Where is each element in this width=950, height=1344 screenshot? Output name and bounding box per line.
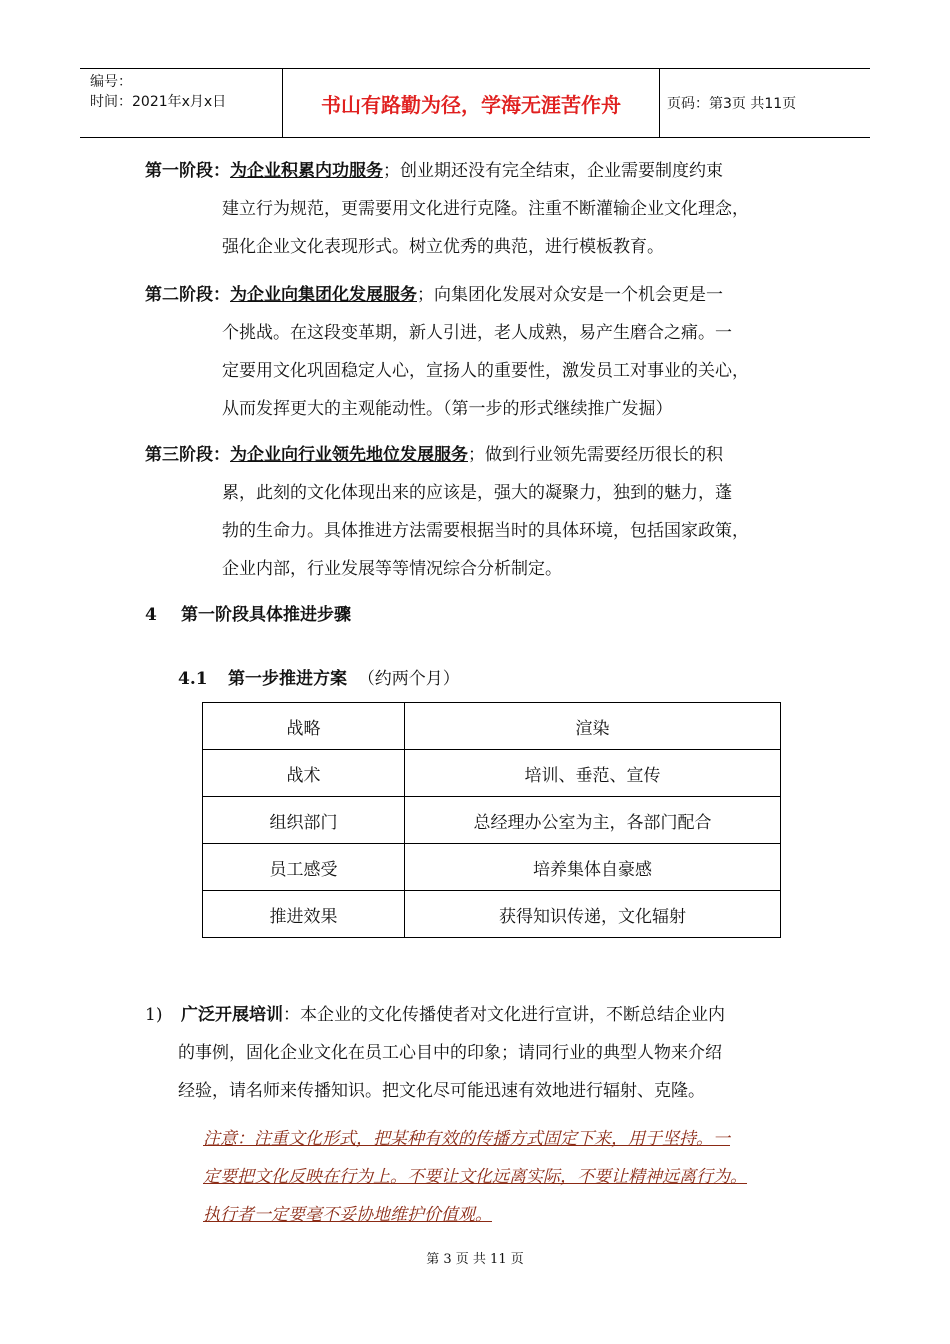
section-4-title: 第一阶段具体推进步骤	[181, 605, 351, 625]
item-1-title: 广泛开展培训	[181, 1005, 283, 1025]
table-cell: 推进效果	[203, 891, 405, 938]
table-cell: 员工感受	[203, 844, 405, 891]
table-row	[203, 797, 781, 844]
item-1-line-2: 的事例，固化企业文化在员工心目中的印象；请同行业的典型人物来介绍	[178, 1043, 722, 1063]
stage-1-title: 为企业积累内功服务	[230, 161, 383, 181]
item-1-line-3: 经验，请名师来传播知识。把文化尽可能迅速有效地进行辐射、克隆。	[178, 1081, 705, 1101]
item-1-paragraph	[145, 996, 825, 1110]
header-motto: 书山有路勤为径，学海无涯苦作舟	[282, 69, 660, 137]
section-4-1-heading	[178, 664, 460, 689]
stage-3-line-3: 勃的生命力。具体推进方法需要根据当时的具体环境，包括国家政策，	[222, 521, 749, 541]
header-page-info: 页码：第3页 共11页	[667, 96, 797, 112]
table-cell: 培养集体自豪感	[405, 844, 781, 891]
stage-2-paragraph	[145, 276, 815, 428]
stage-1-paragraph	[145, 152, 815, 266]
table-row	[203, 891, 781, 938]
stage-1-line-1: ；创业期还没有完全结束，企业需要制度约束	[383, 161, 723, 181]
stage-3-paragraph	[145, 436, 815, 588]
table-row	[203, 750, 781, 797]
table-row	[203, 844, 781, 891]
table-row	[203, 703, 781, 750]
table-cell: 组织部门	[203, 797, 405, 844]
header-number: 编号：	[90, 74, 132, 90]
stage-3-line-1: ；做到行业领先需要经历很长的积	[468, 445, 723, 465]
table-cell: 培训、垂范、宣传	[405, 750, 781, 797]
stage-2-line-3: 定要用文化巩固稳定人心，宣扬人的重要性，激发员工对事业的关心，	[222, 361, 749, 381]
table-cell: 总经理办公室为主，各部门配合	[405, 797, 781, 844]
stage-2-line-2: 个挑战。在这段变革期，新人引进，老人成熟，易产生磨合之痛。一	[222, 323, 732, 343]
stage-1-line-2: 建立行为规范，更需要用文化进行克隆。注重不断灌输企业文化理念，	[222, 199, 749, 219]
page-header	[80, 68, 870, 138]
plan-table	[202, 702, 781, 938]
item-1-number: 1)	[145, 1005, 163, 1025]
note-line-1: 注意：注重文化形式，把某种有效的传播方式固定下来，用于坚持。一	[203, 1129, 730, 1149]
page-footer: 第 3 页 共 11 页	[426, 1252, 524, 1267]
stage-1-line-3: 强化企业文化表现形式。树立优秀的典范，进行模板教育。	[222, 237, 664, 257]
table-cell: 战术	[203, 750, 405, 797]
section-4-1-note: （约两个月）	[357, 669, 460, 689]
note-line-3: 执行者一定要毫不妥协地维护价值观。	[203, 1205, 492, 1225]
section-4-number: 4	[145, 605, 157, 625]
header-meta	[80, 69, 282, 137]
stage-2-title: 为企业向集团化发展服务	[230, 285, 417, 305]
stage-2-line-4: 从而发挥更大的主观能动性。（第一步的形式继续推广发掘）	[222, 399, 673, 419]
stage-3-title: 为企业向行业领先地位发展服务	[230, 445, 468, 465]
note-line-2: 定要把文化反映在行为上。不要让文化远离实际，不要让精神远离行为。	[203, 1167, 747, 1187]
section-4-1-title: 第一步推进方案	[228, 669, 347, 689]
item-1-line-1: ：本企业的文化传播使者对文化进行宣讲，不断总结企业内	[283, 1005, 725, 1025]
header-time: 时间：2021年x月x日	[90, 94, 227, 110]
stage-3-line-2: 累，此刻的文化体现出来的应该是，强大的凝聚力，独到的魅力，蓬	[222, 483, 732, 503]
stage-2-label: 第二阶段：	[145, 285, 230, 305]
table-cell: 获得知识传递，文化辐射	[405, 891, 781, 938]
table-cell: 渲染	[405, 703, 781, 750]
stage-3-line-4: 企业内部，行业发展等等情况综合分析制定。	[222, 559, 562, 579]
section-4-heading	[145, 600, 351, 625]
section-4-1-number: 4.1	[178, 669, 208, 689]
table-cell: 战略	[203, 703, 405, 750]
note-paragraph	[203, 1120, 823, 1234]
stage-1-label: 第一阶段：	[145, 161, 230, 181]
stage-2-line-1: ；向集团化发展对众安是一个机会更是一	[417, 285, 723, 305]
stage-3-label: 第三阶段：	[145, 445, 230, 465]
